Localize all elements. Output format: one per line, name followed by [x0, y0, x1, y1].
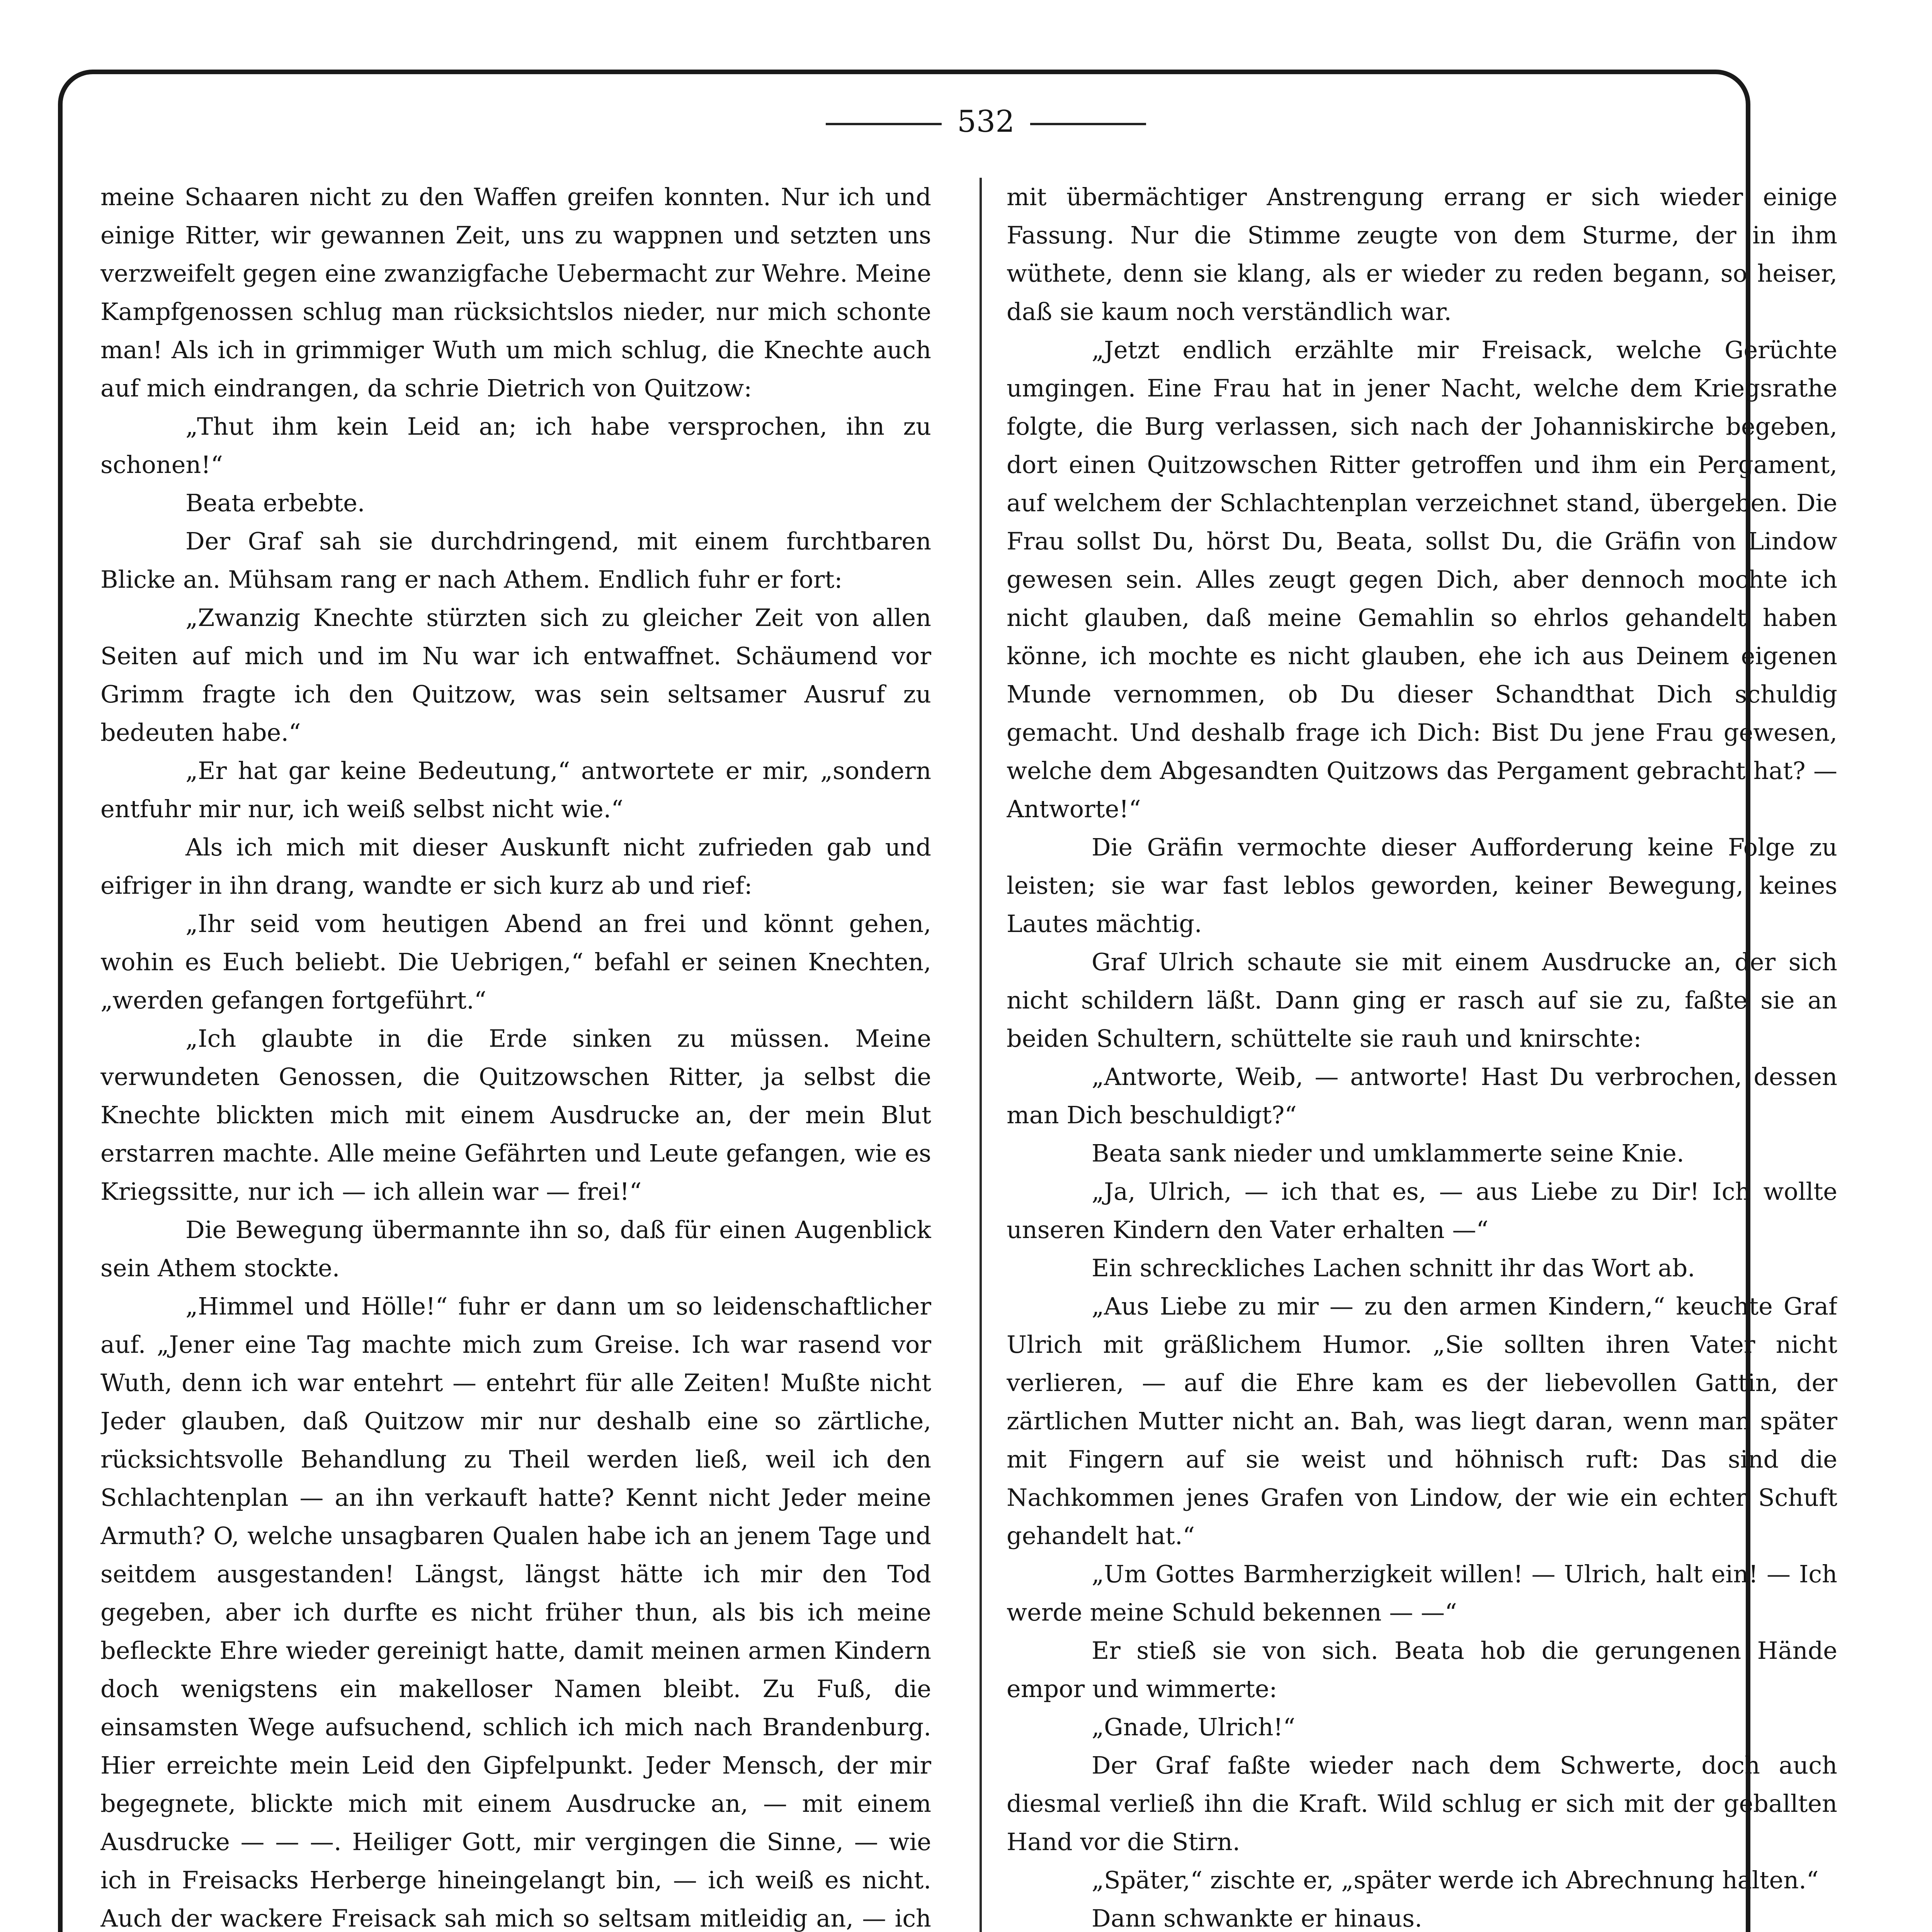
- paragraph: „Ihr seid vom heutigen Abend an frei und könnt gehen, wohin es Euch beliebt. Die Uebrigen,“ befahl er seinen Knechten, „werden gefangen fortgeführt.“: [100, 910, 931, 1014]
- paragraph: Als ich mich mit dieser Auskunft nicht zufrieden gab und eifriger in ihn drang, wandte er sich kurz ab und rief:: [100, 833, 931, 900]
- paragraph: meine Schaaren nicht zu den Waffen greifen konnten. Nur ich und einige Ritter, wir gewannen Zeit, uns zu wappnen und setzten uns verzweifelt gegen eine zwanzigfache Uebermacht zur Wehre. Meine Kampfgenossen schlug man rücksichtslos nieder, nur mich schonte man! Als ich in grimmiger Wuth um mich schlug, die Knechte auch auf mich eindrangen, da schrie Dietrich von Quitzow:: [100, 183, 931, 402]
- paragraph: „Später,“ zischte er, „später werde ich Abrechnung halten.“: [1092, 1866, 1819, 1894]
- paragraph: Beata sank nieder und umklammerte seine Knie.: [1092, 1139, 1684, 1167]
- paragraph: „Um Gottes Barmherzigkeit willen! — Ulrich, halt ein! — Ich werde meine Schuld bekennen — —“: [1007, 1560, 1837, 1626]
- paragraph: „Gnade, Ulrich!“: [1092, 1713, 1296, 1741]
- paragraph: „Aus Liebe zu mir — zu den armen Kindern,“ keuchte Graf Ulrich mit gräßlichem Humor. „Sie sollten ihren Vater nicht verlieren, — auf die Ehre kam es der liebevollen Gattin, der zärtlichen Mutter nicht an. Bah, was liegt daran, wenn man später mit Fingern auf sie weist und höhnisch ruft: Das sind die Nachkommen jenes Grafen von Lindow, der wie ein echter Schuft gehandelt hat.“: [1007, 1292, 1837, 1550]
- paragraph: „Thut ihm kein Leid an; ich habe versprochen, ihn zu schonen!“: [100, 412, 931, 479]
- paragraph: Beata erbebte.: [185, 489, 365, 517]
- column-divider: [980, 178, 982, 1932]
- paragraph: „Ich glaubte in die Erde sinken zu müssen. Meine verwundeten Genossen, die Quitzowschen Ritter, ja selbst die Knechte blickten mich mit einem Ausdrucke an, der mein Blut erstarren machte. Alle meine Gefährten und Leute gefangen, wie es Kriegssitte, nur ich — ich allein war — frei!“: [100, 1024, 931, 1206]
- header-dash-right: [1030, 123, 1146, 125]
- paragraph: „Himmel und Hölle!“ fuhr er dann um so leidenschaftlicher auf. „Jener eine Tag machte mich zum Greise. Ich war rasend vor Wuth, denn ich war entehrt — entehrt für alle Zeiten! Mußte nicht Jeder glauben, daß Quitzow mir nur deshalb eine so zärtliche, rücksichtsvolle Behandlung zu Theil werden ließ, weil ich den Schlachtenplan — an ihn verkauft hatte? Kennt nicht Jeder meine Armuth? O, welche unsagbaren Qualen habe ich an jenem Tage und seitdem ausgestanden! Längst, längst hätte ich mir den Tod gegeben, aber ich durfte es nicht früher thun, als bis ich meine befleckte Ehre wieder gereinigt hatte, damit meinen armen Kindern doch wenigstens ein makelloser Namen bleibt. Zu Fuß, die einsamsten Wege aufsuchend, schlich ich mich nach Brandenburg. Hier erreichte mein Leid den Gipfelpunkt. Jeder Mensch, der mir begegnete, blickte mich mit einem Ausdrucke an, — mit einem Ausdrucke — — —. Heiliger Gott, mir vergingen die Sinne, — wie ich in Freisacks Herberge hineingelangt bin, — ich weiß es nicht. Auch der wackere Freisack sah mich so seltsam mitleidig an, — ich: [100, 1292, 931, 1932]
- header-dash-left: [826, 123, 942, 125]
- left-column: [100, 178, 931, 1932]
- paragraph: Die Gräfin vermochte dieser Aufforderung keine Folge zu leisten; sie war fast leblos geworden, keiner Bewegung, keines Lautes mächtig.: [1007, 833, 1837, 938]
- paragraph: Er stieß sie von sich. Beata hob die gerungenen Hände empor und wimmerte:: [1007, 1636, 1837, 1703]
- paragraph: „Ja, Ulrich, — ich that es, — aus Liebe zu Dir! Ich wollte unseren Kindern den Vater erhalten —“: [1007, 1177, 1837, 1244]
- paragraph: Der Graf faßte wieder nach dem Schwerte, doch auch diesmal verließ ihn die Kraft. Wild schlug er sich mit der geballten Hand vor die Stirn.: [1007, 1751, 1837, 1856]
- paragraph: „Er hat gar keine Bedeutung,“ antwortete er mir, „sondern entfuhr mir nur, ich weiß selbst nicht wie.“: [100, 757, 931, 823]
- paragraph: „Antworte, Weib, — antworte! Hast Du verbrochen, dessen man Dich beschuldigt?“: [1007, 1063, 1837, 1129]
- paragraph: Graf Ulrich schaute sie mit einem Ausdrucke an, der sich nicht schildern läßt. Dann ging er rasch auf sie zu, faßte sie an beiden Schultern, schüttelte sie rauh und knirschte:: [1007, 948, 1837, 1053]
- paragraph: mit übermächtiger Anstrengung errang er sich wieder einige Fassung. Nur die Stimme zeugte von dem Sturme, der in ihm wüthete, denn sie klang, als er wieder zu reden begann, so heiser, daß sie kaum noch verständlich war.: [1007, 183, 1837, 326]
- page-number: 532: [957, 104, 1015, 139]
- paragraph: „Zwanzig Knechte stürzten sich zu gleicher Zeit von allen Seiten auf mich und im Nu war ich entwaffnet. Schäumend vor Grimm fragte ich den Quitzow, was sein seltsamer Ausruf zu bedeuten habe.“: [100, 604, 931, 747]
- right-column: [1007, 178, 1837, 1932]
- paragraph: Die Bewegung übermannte ihn so, daß für einen Augenblick sein Athem stockte.: [100, 1216, 931, 1282]
- page-header: [0, 104, 1932, 139]
- paragraph: Dann schwankte er hinaus.: [1092, 1904, 1422, 1932]
- paragraph: „Jetzt endlich erzählte mir Freisack, welche Gerüchte umgingen. Eine Frau hat in jener Nacht, welche dem Kriegsrathe folgte, die Burg verlassen, sich nach der Johanniskirche begeben, dort einen Quitzowschen Ritter getroffen und ihm ein Pergament, auf welchem der Schlachtenplan verzeichnet stand, übergeben. Die Frau sollst Du, hörst Du, Beata, sollst Du, die Gräfin von Lindow gewesen sein. Alles zeugt gegen Dich, aber dennoch mochte ich nicht glauben, daß meine Gemahlin so ehrlos gehandelt haben könne, ich mochte es nicht glauben, ehe ich aus Deinem eigenen Munde vernommen, ob Du dieser Schandthat Dich schuldig gemacht. Und deshalb frage ich Dich: Bist Du jene Frau gewesen, welche dem Abgesandten Quitzows das Pergament gebracht hat? — Antworte!“: [1007, 336, 1837, 823]
- paragraph: Ein schreckliches Lachen schnitt ihr das Wort ab.: [1092, 1254, 1695, 1282]
- paragraph: Der Graf sah sie durchdringend, mit einem furchtbaren Blicke an. Mühsam rang er nach Athem. Endlich fuhr er fort:: [100, 527, 931, 594]
